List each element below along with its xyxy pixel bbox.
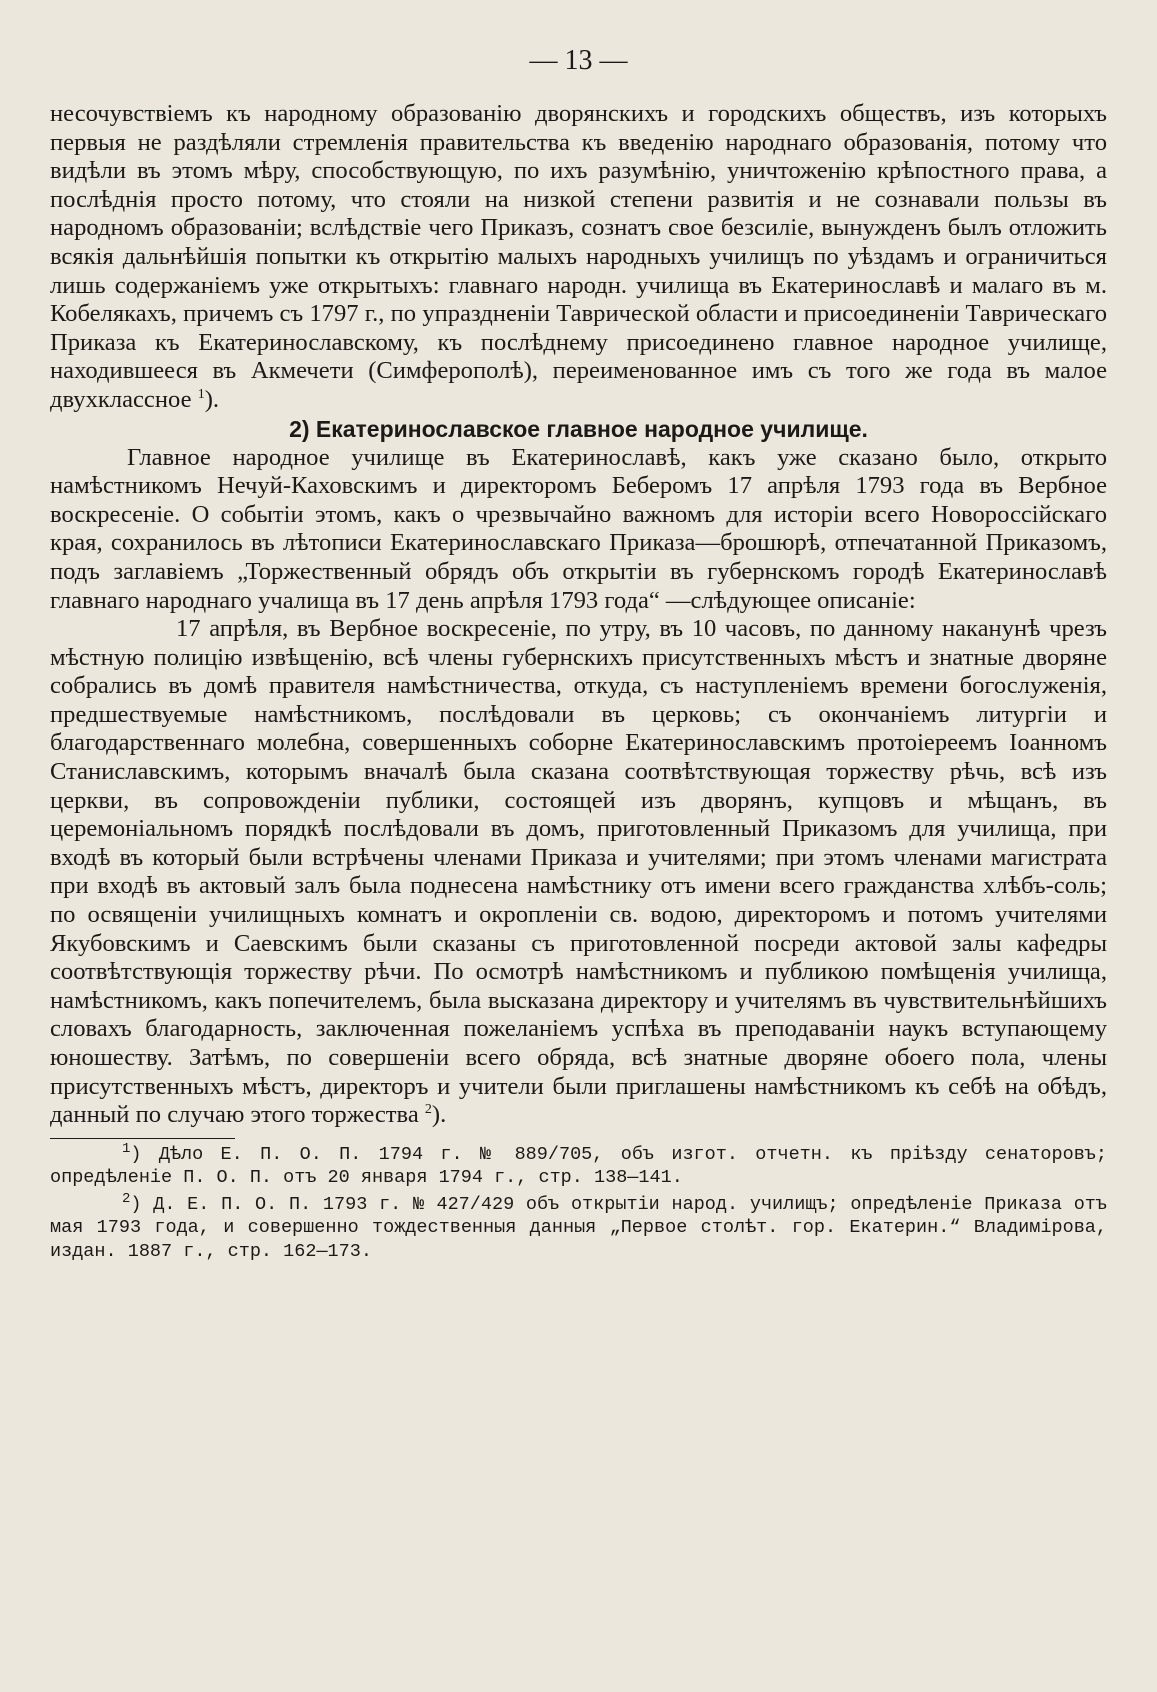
page-number: — 13 — — [529, 45, 628, 76]
footnote-ref: 1 — [197, 386, 205, 402]
footnote-ref: 2 — [424, 1102, 432, 1117]
paragraph-text: несочувствіемъ къ народному образованію дворянскихъ и городскихъ обществъ, изъ которыхъ первыя не раздѣляли стремленія правительства къ введенію народнаго образованія, потому что видѣли въ этомъ мѣру, способствующую, по ихъ разумѣнію, уничтоженію крѣпостного права, а послѣднія просто потому, что стояли на низкой степени развитія и не сознавали пользы въ народномъ образованіи; вслѣдствіе чего Приказъ, сознатъ свое безсиліе, вынужденъ былъ отложить всякія дальнѣйшія попытки къ открытію малыхъ народныхъ училищъ по уѣздамъ и ограничиться лишь содержаніемъ уже открытыхъ: главнаго народн. училища въ Екатеринославѣ и малаго въ м. Кобелякахъ, причемъ съ 1797 г., по упраздненіи Таврической области и присоединеніи Таврическаго Приказа къ Екатеринославскому, къ послѣднему присоединено главное народное училище, находившееся въ Акмечети (Симферополѣ), переименованное имъ съ того же года въ малое двухклассное — [50, 100, 1107, 413]
main-text — [50, 100, 1107, 1130]
footnote-divider — [50, 1138, 235, 1139]
paragraph-intro: Главное народное училище въ Екатеринославѣ, какъ уже сказано было, открыто намѣстникомъ Нечуй-Каховскимъ и директоромъ Беберомъ 17 апрѣля 1793 года въ Вербное воскресеніе. О событіи этомъ, какъ о чрезвычайно важномъ для исторіи всего Новороссійскаго края, сохранилось въ лѣтописи Екатеринославскаго Приказа—брошюрѣ, отпечатанной Приказомъ, подъ заглавіемъ „Торжественный обрядъ объ открытіи въ губернскомъ городѣ Екатеринославѣ главнаго народнаго учалища въ 17 день апрѣля 1793 года“ —слѣдующее описаніе: — [50, 443, 1107, 614]
footnote-mark: 2 — [122, 1190, 131, 1207]
footnotes — [50, 1140, 1107, 1264]
section-heading: 2) Екатеринославское главное народное училище. — [289, 415, 868, 442]
paragraph-description — [50, 615, 1107, 1130]
paragraph-continued — [50, 100, 1107, 415]
paragraph-end: ). — [431, 1101, 447, 1129]
footnote-text: ) Дѣло Е. П. О. П. 1794 г. № 889/705, объ изгот. отчетн. къ пріѣзду сенаторовъ; опредѣленіе П. О. П. отъ 20 января 1794 г., стр. 138—141. — [50, 1143, 1107, 1189]
footnote-mark: 1 — [122, 1140, 131, 1157]
paragraph-end: ). — [204, 385, 220, 413]
footnote-1 — [50, 1140, 1107, 1190]
footnote-text: ) Д. Е. П. О. П. 1793 г. № 427/429 объ открытіи народ. училищъ; опредѣленіе Приказа отъ мая 1793 года, и совершенно тождественныя данныя „Первое столѣт. гор. Екатерин.“ Владимірова, издан. 1887 г., стр. 162—173. — [50, 1193, 1107, 1262]
paragraph-text: 17 апрѣля, въ Вербное воскресеніе, по утру, въ 10 часовъ, по данному наканунѣ чрезъ мѣстную полицію извѣщенію, всѣ члены губернскихъ присутственныхъ мѣстъ и знатные дворяне собрались въ домѣ правителя намѣстничества, откуда, съ наступленіемъ времени богослуженія, предшествуемые намѣстникомъ, послѣдовали въ церковь; съ окончаніемъ литургіи и благодарственнаго молебна, совершенныхъ соборне Екатеринославскимъ протоіереемъ Іоанномъ Станиславскимъ, которымъ вначалѣ была сказана соотвѣтствующая торжеству рѣчь, всѣ изъ церкви, въ сопровожденіи публики, состоящей изъ дворянъ, купцовъ и мѣщанъ, въ церемоніальномъ порядкѣ послѣдовали въ домъ, приготовленный Приказомъ для училища, при входѣ въ который были встрѣчены членами Приказа и учителями; при этомъ членами магистрата при входѣ въ актовый залъ была поднесена намѣстнику отъ имени всего гражданства хлѣбъ-соль; по освященіи училищныхъ комнатъ и окропленіи св. водою, директоромъ и потомъ учителями Якубовскимъ и Саевскимъ были сказаны съ приготовленной посреди актовой залы кафедры соотвѣтствующія торжеству рѣчи. По осмотрѣ намѣстникомъ и публикою помѣщенія училища, намѣстникомъ, какъ попечителемъ, была высказана директору и учителямъ въ чувствительнѣйшихъ словахъ благодарность, заключенная пожеланіемъ успѣха въ преподаваніи наукъ вступающему юношеству. Затѣмъ, по совершеніи всего обряда, всѣ знатные дворяне обоего пола, члены присутственныхъ мѣстъ, директоръ и учители были приглашены намѣстникомъ къ себѣ на обѣдъ, данный по случаю этого торжества — [50, 615, 1107, 1129]
footnote-2 — [50, 1190, 1107, 1264]
